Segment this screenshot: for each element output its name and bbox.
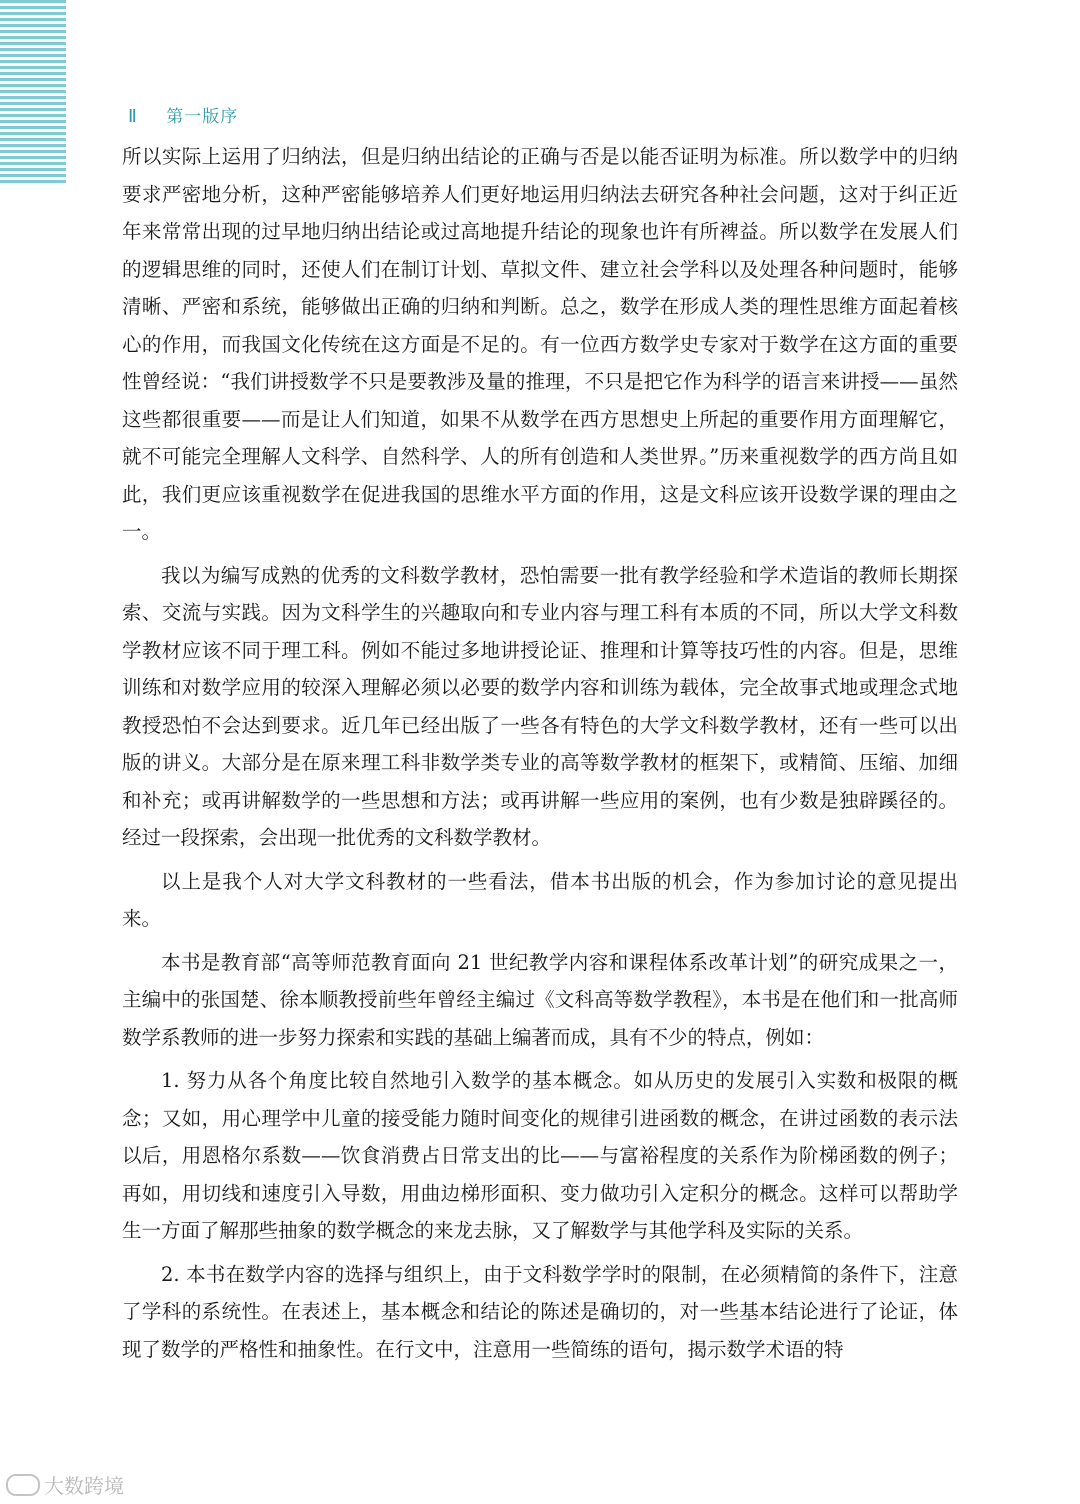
body-text: [122, 138, 958, 1374]
decorative-corner-stripes: [0, 0, 66, 186]
paragraph-6: 2. 本书在数学内容的选择与组织上，由于文科数学学时的限制，在必须精简的条件下，注意了学科的系统性。在表述上，基本概念和结论的陈述是确切的，对一些基本结论进行了论证，体现了数学的严格性和抽象性。在行文中，注意用一些简练的语句，揭示数学术语的特: [122, 1262, 958, 1361]
section-title: 第一版序: [166, 107, 239, 127]
watermark-logo-icon: [6, 1474, 40, 1496]
paragraph-4: 本书是教育部“高等师范教育面向 21 世纪教学内容和课程体系改革计划”的研究成果之一，主编中的张国楚、徐本顺教授前些年曾经主编过《文科高等数学教程》，本书是在他们和一批高师数学系教师的进一步努力探索和实践的基础上编著而成，具有不少的特点，例如：: [122, 950, 958, 1049]
page-number: Ⅱ: [128, 106, 138, 126]
running-header: [128, 102, 238, 127]
paragraph-3: 以上是我个人对大学文科教材的一些看法，借本书出版的机会，作为参加讨论的意见提出来。: [122, 869, 958, 930]
paragraph-5: 1. 努力从各个角度比较自然地引入数学的基本概念。如从历史的发展引入实数和极限的概念；又如，用心理学中儿童的接受能力随时间变化的规律引进函数的概念，在讲过函数的表示法以后，用恩格尔系数——饮食消费占日常支出的比——与富裕程度的关系作为阶梯函数的例子；再如，用切线和速度引入导数，用曲边梯形面积、变力做功引入定积分的概念。这样可以帮助学生一方面了解那些抽象的数学概念的来龙去脉，又了解数学与其他学科及实际的关系。: [122, 1069, 958, 1242]
watermark-text: 大数跨境: [44, 1474, 124, 1498]
paragraph-2: 我以为编写成熟的优秀的文科数学教材，恐怕需要一批有教学经验和学术造诣的教师长期探索、交流与实践。因为文科学生的兴趣取向和专业内容与理工科有本质的不同，所以大学文科数学教材应该不同于理工科。例如不能过多地讲授论证、推理和计算等技巧性的内容。但是，思维训练和对数学应用的较深入理解必须以必要的数学内容和训练为载体，完全故事式地或理念式地教授恐怕不会达到要求。近几年已经出版了一些各有特色的大学文科数学教材，还有一些可以出版的讲义。大部分是在原来理工科非数学类专业的高等数学教材的框架下，或精简、压缩、加细和补充；或再讲解数学的一些思想和方法；或再讲解一些应用的案例，也有少数是独辟蹊径的。经过一段探索，会出现一批优秀的文科数学教材。: [122, 563, 958, 849]
watermark: [6, 1470, 124, 1499]
paragraph-1: 所以实际上运用了归纳法，但是归纳出结论的正确与否是以能否证明为标准。所以数学中的归纳要求严密地分析，这种严密能够培养人们更好地运用归纳法去研究各种社会问题，这对于纠正近年来常常出现的过早地归纳出结论或过高地提升结论的现象也许有所裨益。所以数学在发展人们的逻辑思维的同时，还使人们在制订计划、草拟文件、建立社会学科以及处理各种问题时，能够清晰、严密和系统，能够做出正确的归纳和判断。总之，数学在形成人类的理性思维方面起着核心的作用，而我国文化传统在这方面是不足的。有一位西方数学史专家对于数学在这方面的重要性曾经说：“我们讲授数学不只是要教涉及量的推理，不只是把它作为科学的语言来讲授——虽然这些都很重要——而是让人们知道，如果不从数学在西方思想史上所起的重要作用方面理解它，就不可能完全理解人文科学、自然科学、人的所有创造和人类世界。”历来重视数学的西方尚且如此，我们更应该重视数学在促进我国的思维水平方面的作用，这是文科应该开设数学课的理由之一。: [122, 145, 958, 543]
